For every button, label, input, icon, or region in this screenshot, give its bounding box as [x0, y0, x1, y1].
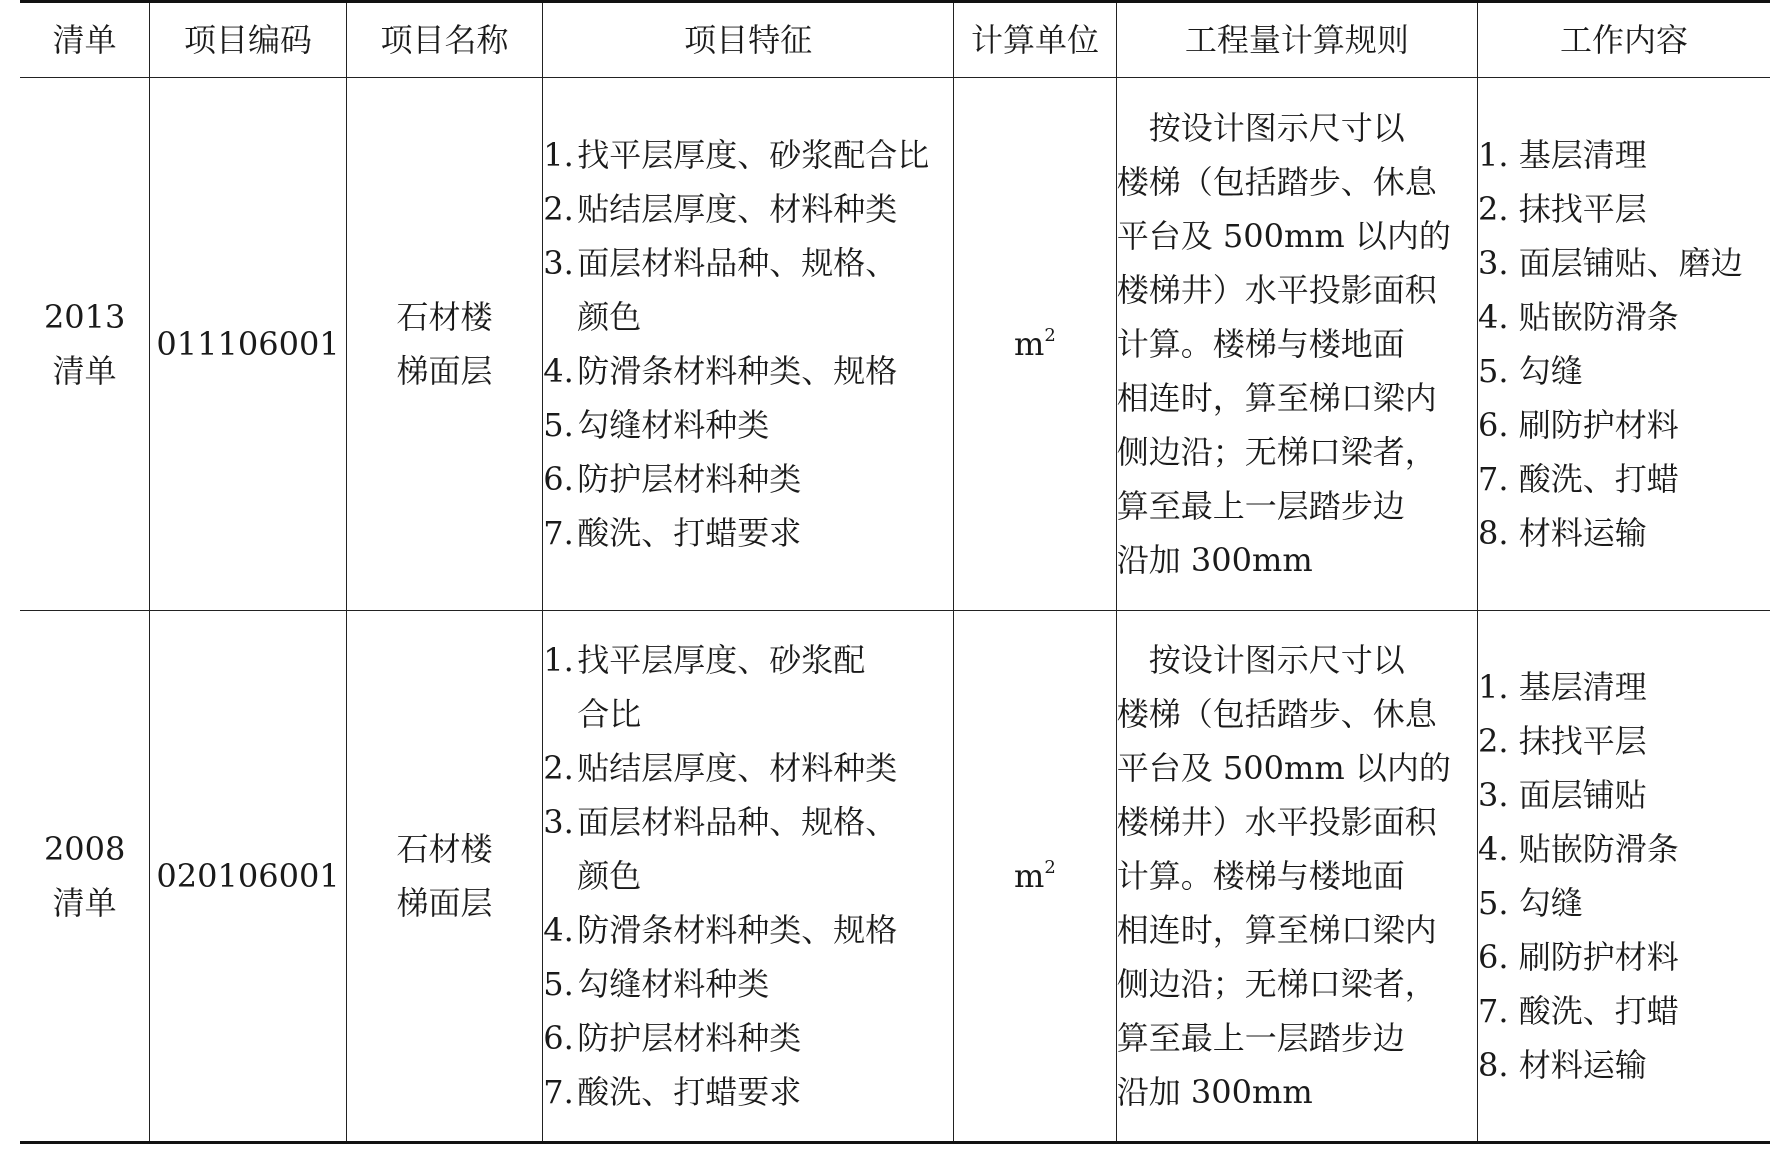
feature-number: 6.: [543, 1019, 574, 1057]
list-cell: [20, 78, 150, 611]
rule-line: 算至最上一层踏步边: [1116, 1019, 1405, 1057]
list-label: 清单: [52, 884, 117, 922]
list-year: 2008: [43, 830, 126, 868]
feature-number: 3.: [543, 244, 574, 282]
quantity-rule-cell: [1116, 78, 1477, 611]
header-item-features: 项目特征: [543, 2, 954, 78]
feature-number: 4.: [543, 352, 574, 390]
unit-exponent: 2: [1044, 857, 1056, 879]
rule-line: 平台及 500mm 以内的: [1116, 217, 1451, 255]
feature-text: 贴结层厚度、材料种类: [577, 190, 898, 228]
feature-item: [543, 506, 953, 560]
rule-line: 楼梯（包括踏步、休息: [1116, 695, 1437, 733]
item-name-line: 梯面层: [396, 884, 493, 922]
feature-item: [543, 452, 953, 506]
work-item: 5. 勾缝: [1478, 884, 1583, 922]
header-item-code: 项目编码: [150, 2, 346, 78]
rule-line: 沿加 300mm: [1116, 541, 1313, 579]
list-year: 2013: [43, 298, 126, 336]
feature-number: 3.: [543, 803, 574, 841]
list-label: 清单: [52, 352, 117, 390]
work-item: 4. 贴嵌防滑条: [1478, 298, 1679, 336]
feature-text: 颜色: [577, 857, 642, 895]
feature-number: 5.: [543, 406, 574, 444]
work-item: 1. 基层清理: [1478, 136, 1647, 174]
item-name-cell: [346, 78, 542, 611]
feature-text: 防滑条材料种类、规格: [577, 911, 898, 949]
work-item: 3. 面层铺贴: [1478, 776, 1647, 814]
rule-line: 计算。楼梯与楼地面: [1116, 325, 1405, 363]
feature-item: [543, 795, 953, 903]
quantity-rule-cell: [1116, 611, 1477, 1143]
header-unit: 计算单位: [954, 2, 1117, 78]
feature-number: 7.: [543, 514, 574, 552]
item-name-line: 石材楼: [396, 298, 493, 336]
header-quantity-rule: 工程量计算规则: [1116, 2, 1477, 78]
feature-item: [543, 1011, 953, 1065]
rule-line: 相连时，算至梯口梁内: [1116, 379, 1437, 417]
rule-line: 平台及 500mm 以内的: [1116, 749, 1451, 787]
bill-of-quantities-table: [20, 0, 1770, 1144]
work-item: 6. 刷防护材料: [1478, 938, 1679, 976]
rule-line: 楼梯（包括踏步、休息: [1116, 163, 1437, 201]
item-code-cell: 011106001: [150, 78, 346, 611]
feature-number: 5.: [543, 965, 574, 1003]
feature-text: 酸洗、打蜡要求: [577, 1073, 802, 1111]
feature-item: [543, 633, 953, 741]
work-content-cell: [1478, 78, 1770, 611]
feature-text: 找平层厚度、砂浆配: [577, 641, 866, 679]
feature-text: 酸洗、打蜡要求: [577, 514, 802, 552]
rule-line: 相连时，算至梯口梁内: [1116, 911, 1437, 949]
item-name-line: 石材楼: [396, 830, 493, 868]
work-item: 8. 材料运输: [1478, 514, 1647, 552]
feature-number: 2.: [543, 749, 574, 787]
unit-base: m: [1014, 325, 1045, 363]
rule-line: 算至最上一层踏步边: [1116, 487, 1405, 525]
feature-text: 防滑条材料种类、规格: [577, 352, 898, 390]
item-features-cell: [543, 78, 954, 611]
feature-number: 1.: [543, 136, 574, 174]
unit-cell: [954, 611, 1117, 1143]
header-row: [20, 2, 1770, 78]
feature-item: [543, 236, 953, 344]
header-list: 清单: [20, 2, 150, 78]
feature-text: 面层材料品种、规格、: [577, 803, 898, 841]
work-item: 4. 贴嵌防滑条: [1478, 830, 1679, 868]
work-item: 7. 酸洗、打蜡: [1478, 992, 1679, 1030]
feature-text: 防护层材料种类: [577, 460, 802, 498]
feature-item: [543, 957, 953, 1011]
rule-line: 按设计图示尺寸以: [1116, 109, 1405, 147]
feature-text: 勾缝材料种类: [577, 965, 770, 1003]
work-item: 8. 材料运输: [1478, 1046, 1647, 1084]
rule-line: 沿加 300mm: [1116, 1073, 1313, 1111]
work-content-cell: [1478, 611, 1770, 1143]
item-name-cell: [346, 611, 542, 1143]
feature-number: 7.: [543, 1073, 574, 1111]
item-name-line: 梯面层: [396, 352, 493, 390]
unit-cell: [954, 78, 1117, 611]
unit-exponent: 2: [1044, 325, 1056, 347]
rule-line: 楼梯井）水平投影面积: [1116, 803, 1437, 841]
header-item-name: 项目名称: [346, 2, 542, 78]
work-item: 2. 抹找平层: [1478, 722, 1647, 760]
feature-text: 贴结层厚度、材料种类: [577, 749, 898, 787]
header-work-content: 工作内容: [1478, 2, 1770, 78]
feature-item: [543, 398, 953, 452]
rule-line: 楼梯井）水平投影面积: [1116, 271, 1437, 309]
feature-number: 1.: [543, 641, 574, 679]
feature-number: 2.: [543, 190, 574, 228]
feature-number: 6.: [543, 460, 574, 498]
feature-text: 合比: [577, 695, 642, 733]
feature-item: [543, 344, 953, 398]
table-row: [20, 611, 1770, 1143]
work-item: 3. 面层铺贴、磨边: [1478, 244, 1743, 282]
rule-line: 计算。楼梯与楼地面: [1116, 857, 1405, 895]
feature-text: 找平层厚度、砂浆配合比: [577, 136, 930, 174]
feature-item: [543, 1065, 953, 1119]
work-item: 6. 刷防护材料: [1478, 406, 1679, 444]
feature-number: 4.: [543, 911, 574, 949]
item-code-cell: 020106001: [150, 611, 346, 1143]
feature-text: 面层材料品种、规格、: [577, 244, 898, 282]
work-item: 2. 抹找平层: [1478, 190, 1647, 228]
unit-base: m: [1014, 857, 1045, 895]
feature-item: [543, 128, 953, 182]
work-item: 1. 基层清理: [1478, 668, 1647, 706]
item-features-cell: [543, 611, 954, 1143]
rule-line: 侧边沿；无梯口梁者，: [1116, 433, 1437, 471]
feature-text: 防护层材料种类: [577, 1019, 802, 1057]
list-cell: [20, 611, 150, 1143]
work-item: 5. 勾缝: [1478, 352, 1583, 390]
feature-item: [543, 903, 953, 957]
rule-line: 侧边沿；无梯口梁者，: [1116, 965, 1437, 1003]
bill-table-container: [20, 0, 1770, 1144]
feature-item: [543, 182, 953, 236]
feature-item: [543, 741, 953, 795]
feature-text: 勾缝材料种类: [577, 406, 770, 444]
work-item: 7. 酸洗、打蜡: [1478, 460, 1679, 498]
rule-line: 按设计图示尺寸以: [1116, 641, 1405, 679]
feature-text: 颜色: [577, 298, 642, 336]
table-row: [20, 78, 1770, 611]
